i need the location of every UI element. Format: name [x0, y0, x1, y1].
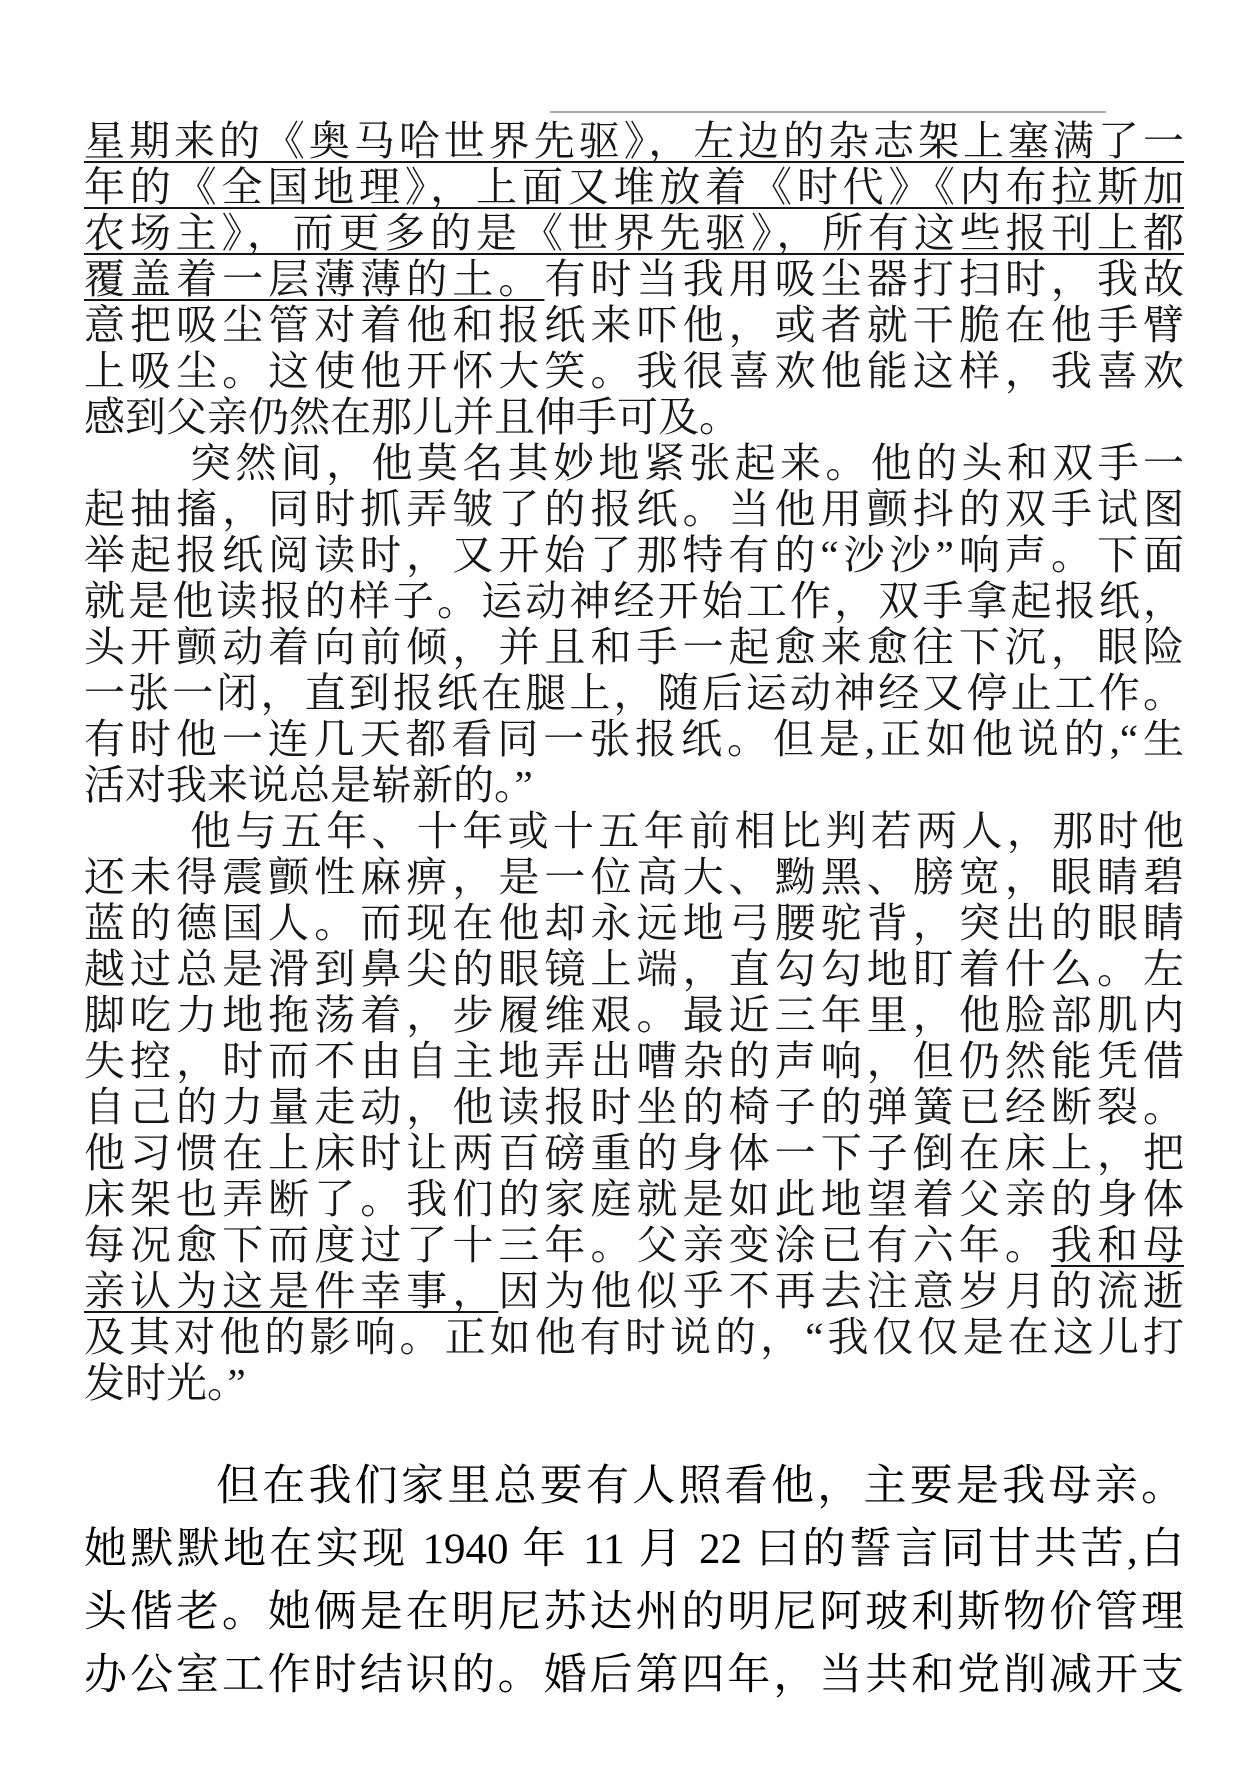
scan-line	[84, 716, 1184, 762]
text-segment: 自己的力量走动，他读报时坐的椅子的弹簧已经断裂。	[84, 1084, 1184, 1130]
scan-line	[84, 578, 1184, 624]
underlined-text-segment: 亲认为这是件幸事，	[84, 1268, 499, 1314]
scan-line	[84, 1130, 1184, 1176]
scanned-text-block	[84, 118, 1184, 1406]
text-segment: 就是他读报的样子。运动神经开始工作，双手拿起报纸，	[84, 578, 1184, 624]
underlined-text-segment: 星期来的《奥马哈世界先驱》，左边的杂志架上塞满了一	[84, 118, 1184, 164]
text-segment: 活对我来说总是崭新的。”	[84, 762, 533, 808]
typed-line	[84, 1581, 1184, 1644]
text-segment: 他与五年、十年或十五年前相比判若两人，那时他	[190, 808, 1184, 854]
text-segment: 一张一闭，直到报纸在腿上，随后运动神经又停止工作。	[84, 670, 1184, 716]
text-segment: 办公室工作时结识的。婚后第四年，当共和党削减开支	[84, 1652, 1184, 1699]
scan-line	[84, 946, 1184, 992]
text-segment: 蓝的德国人。而现在他却永远地弓腰驼背，突出的眼睛	[84, 900, 1184, 946]
typed-line	[84, 1518, 1184, 1581]
scan-line	[84, 854, 1184, 900]
scan-line	[84, 624, 1184, 670]
text-segment: 感到父亲仍然在那儿并且伸手可及。	[84, 394, 740, 440]
text-segment: 但在我们家里总要有人照看他，主要是我母亲。	[216, 1463, 1184, 1510]
scan-line	[84, 1084, 1184, 1130]
underlined-text-segment: 农场主》，而更多的是《世界先驱》，所有这些报刊上都	[84, 210, 1184, 256]
text-segment: 越过总是滑到鼻尖的眼镜上端，直勾勾地盯着什么。左	[84, 946, 1184, 992]
text-segment: 床架也弄断了。我们的家庭就是如此地望着父亲的身体	[84, 1176, 1184, 1222]
scan-line	[84, 440, 1184, 486]
text-segment: 头偕老。她俩是在明尼苏达州的明尼阿玻利斯物价管理	[84, 1589, 1184, 1636]
scan-line	[84, 762, 1184, 808]
underlined-text-segment: 覆盖着一层薄薄的土。	[84, 256, 545, 302]
scan-line	[84, 486, 1184, 532]
scan-line	[84, 348, 1184, 394]
text-segment: 有时他一连几天都看同一张报纸。但是,正如他说的,“生	[84, 716, 1184, 762]
text-segment: 失控，时而不由自主地弄出嘈杂的声响，但仍然能凭借	[84, 1038, 1184, 1084]
scan-line	[84, 1360, 1184, 1406]
text-segment: 脚吃力地拖荡着，步履维艰。最近三年里，他脸部肌内	[84, 992, 1184, 1038]
text-segment: 及其对他的影响。正如他有时说的，“我仅仅是在这儿打	[84, 1314, 1184, 1360]
scan-line	[84, 210, 1184, 256]
text-segment: 他习惯在上床时让两百磅重的身体一下子倒在床上，把	[84, 1130, 1184, 1176]
typed-text-block	[84, 1455, 1184, 1707]
scan-line	[84, 1176, 1184, 1222]
scan-line	[84, 394, 1184, 440]
scan-line	[84, 118, 1184, 164]
text-segment: 发时光。”	[84, 1360, 246, 1406]
text-segment: 她默默地在实现 1940 年 11 月 22 曰的誓言同甘共苦,白	[84, 1526, 1184, 1573]
text-segment: 意把吸尘管对着他和报纸来吓他，或者就干脆在他手臂	[84, 302, 1184, 348]
text-segment: 每况愈下而度过了十三年。父亲变涂已有六年。	[84, 1222, 1051, 1268]
text-segment: 头开颤动着向前倾，并且和手一起愈来愈往下沉，眼险	[84, 624, 1184, 670]
scan-line	[84, 1222, 1184, 1268]
text-segment: 还未得震颤性麻痹，是一位高大、黝黑、膀宽，眼睛碧	[84, 854, 1184, 900]
scan-line	[84, 164, 1184, 210]
scan-line	[84, 808, 1184, 854]
text-segment: 上吸尘。这使他开怀大笑。我很喜欢他能这样，我喜欢	[84, 348, 1184, 394]
scan-line	[84, 900, 1184, 946]
text-segment: 起抽搐，同时抓弄皱了的报纸。当他用颤抖的双手试图	[84, 486, 1184, 532]
scan-line	[84, 1314, 1184, 1360]
scan-line	[84, 302, 1184, 348]
scan-image-top-edge-rule	[550, 111, 1106, 113]
scan-line	[84, 1038, 1184, 1084]
scan-line	[84, 532, 1184, 578]
underlined-text-segment: 我和母	[1050, 1222, 1184, 1268]
text-segment: 因为他似乎不再去注意岁月的流逝	[498, 1268, 1184, 1314]
scan-line	[84, 256, 1184, 302]
text-segment: 有时当我用吸尘器打扫时，我故	[544, 256, 1184, 302]
text-segment: 举起报纸阅读时，又开始了那特有的“沙沙”响声。下面	[84, 532, 1184, 578]
text-segment: 突然间，他莫名其妙地紧张起来。他的头和双手一	[190, 440, 1184, 486]
scan-line	[84, 1268, 1184, 1314]
typed-line	[84, 1644, 1184, 1707]
scan-line	[84, 992, 1184, 1038]
scan-line	[84, 670, 1184, 716]
underlined-text-segment: 年的《全国地理》，上面又堆放着《时代》《内布拉斯加	[84, 164, 1184, 210]
typed-line	[84, 1455, 1184, 1518]
